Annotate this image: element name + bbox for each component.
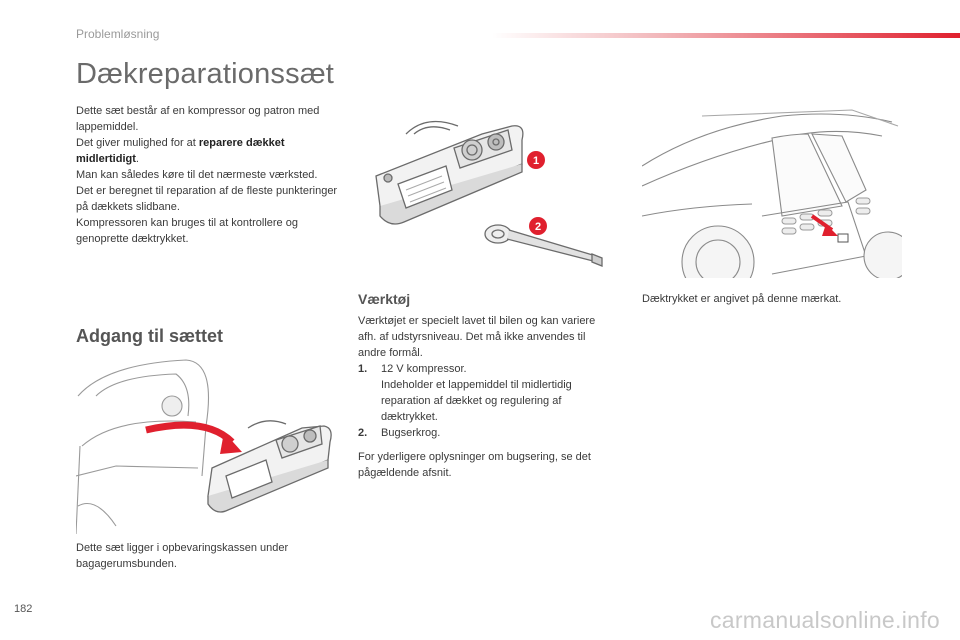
tool-item-compressor [358, 361, 608, 425]
tools-intro: Værktøjet er specielt lavet til bilen og kan variere afh. af udstyrsniveau. Det må ikke anvendes til andre formål. [358, 315, 596, 359]
car-label-illustration [642, 106, 902, 278]
watermark: carmanualsonline.info [709, 607, 940, 633]
access-heading: Adgang til sættet [76, 326, 223, 346]
tool-item-desc: Indeholder et lappemiddel til midlertidig reparation af dækket og regulering af dæktrykket. [381, 379, 572, 423]
tyre-pressure-label [838, 234, 848, 242]
tools-heading: Værktøj [358, 291, 411, 307]
svg-text:1: 1 [532, 155, 540, 167]
page-title: Dækreparationssæt [76, 58, 335, 90]
tool-item-number: 2. [358, 427, 368, 439]
page-number: 182 [14, 603, 33, 615]
intro-line-5: Kompressoren kan bruges til at kontrollere og genoprette dæktrykket. [76, 217, 298, 245]
callout-2 [529, 217, 547, 235]
section-label: Problemløsning [76, 27, 160, 41]
label-caption: Dæktrykket er angivet på denne mærkat. [642, 293, 842, 305]
access-caption: Dette sæt ligger i opbevaringskassen under bagagerumsbunden. [76, 542, 289, 570]
intro-line-4: Det er beregnet til reparation af de fleste punkteringer på dækkets slidbane. [76, 185, 338, 213]
tool-item-title: Bugserkrog. [381, 427, 441, 439]
header-accent-bar [492, 33, 960, 38]
intro-bold: reparere dækket midlertidigt [76, 137, 285, 165]
intro-line-2: Det giver mulighed for at reparere dækket midlertidigt. [76, 137, 285, 165]
boot-access-illustration [76, 356, 338, 534]
tool-item-towing-eye [358, 425, 608, 441]
tools-text [358, 313, 608, 481]
repair-kit-illustration [362, 106, 616, 276]
svg-text:2: 2 [534, 221, 542, 233]
tools-footnote: For yderligere oplysninger om bugsering, se det pågældende afsnit. [358, 451, 591, 479]
tool-list [358, 361, 608, 441]
tool-item-number: 1. [358, 363, 368, 375]
intro-line-3: Man kan således køre til det nærmeste værksted. [76, 169, 318, 181]
intro-text [76, 103, 338, 247]
callout-1 [527, 151, 545, 169]
tool-item-title: 12 V kompressor. [381, 363, 467, 375]
intro-line-1: Dette sæt består af en kompressor og patron med lappemiddel. [76, 105, 320, 133]
